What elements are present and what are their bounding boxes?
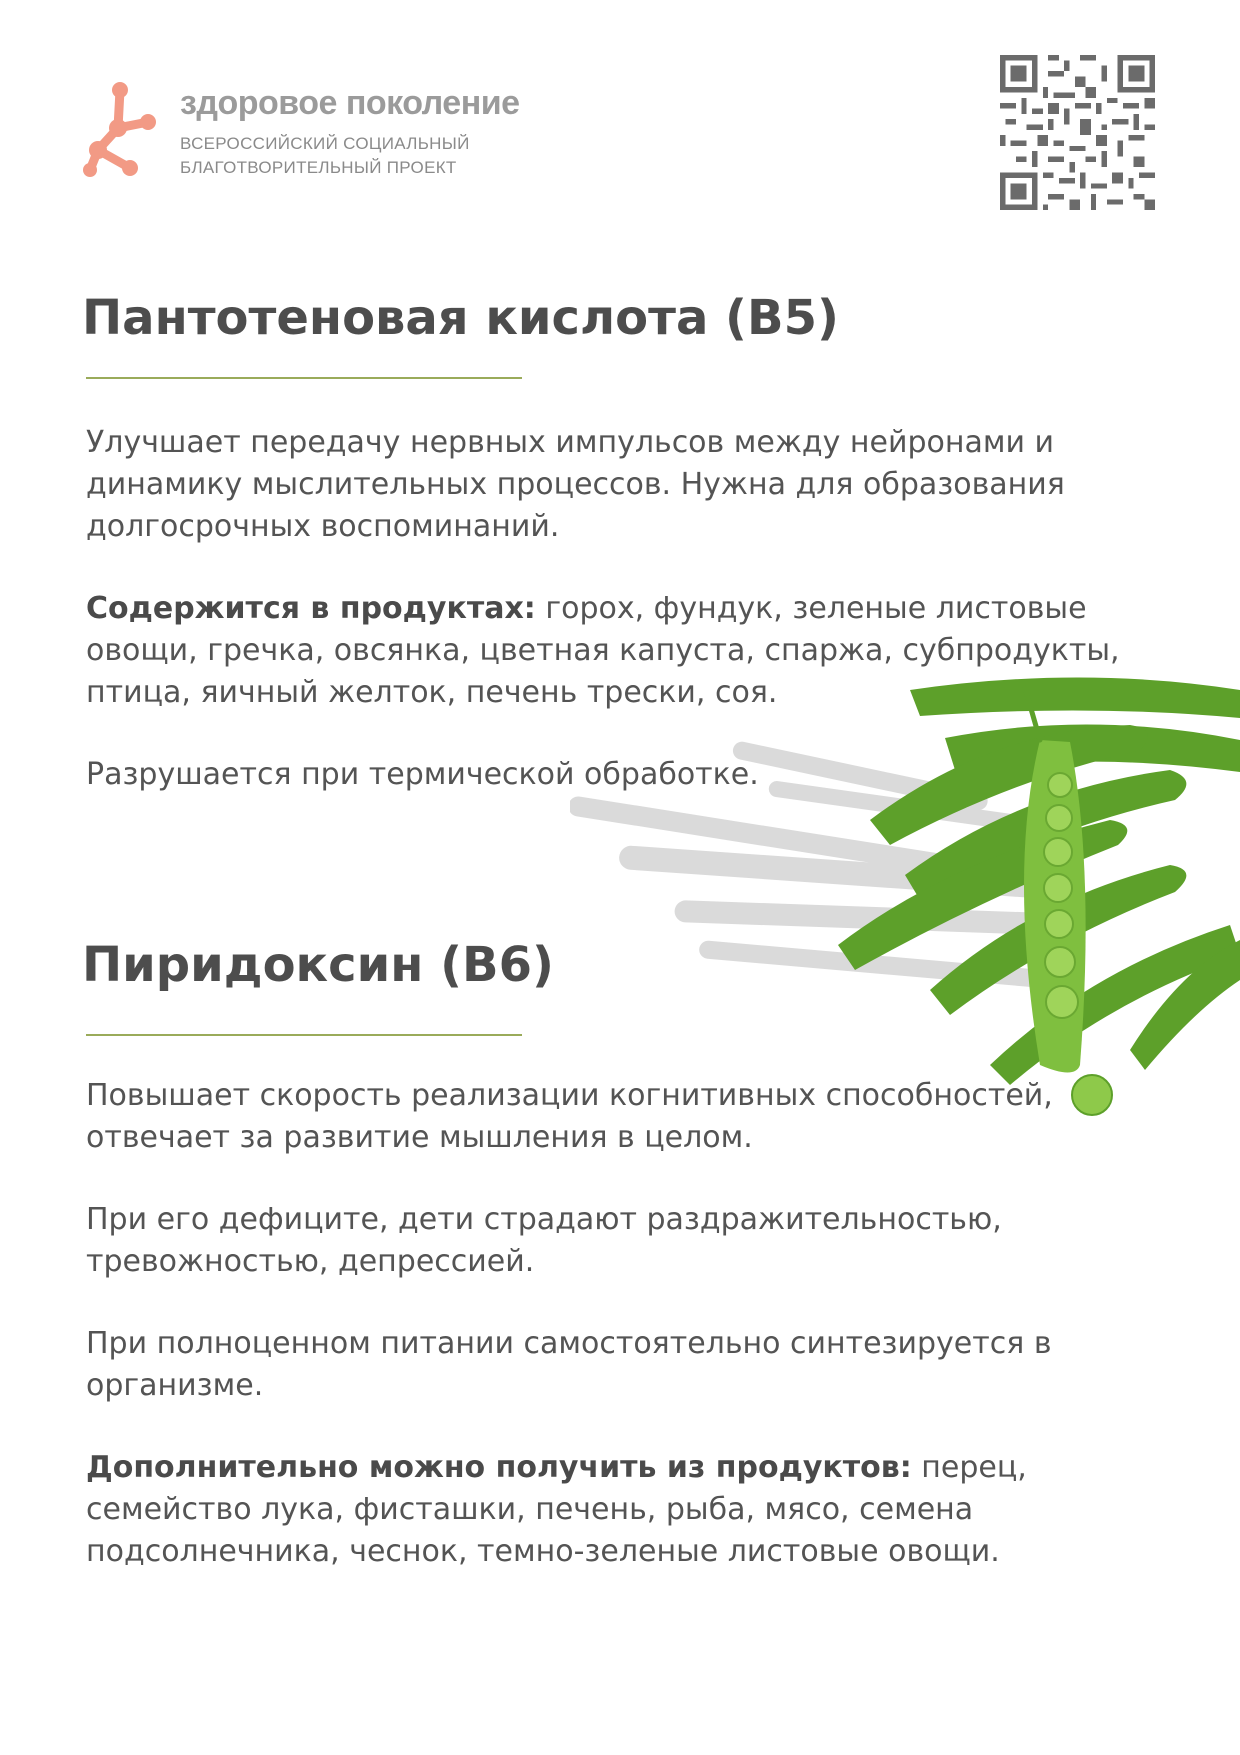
section-title-b5: Пантотеновая кислота (B5) [82, 290, 839, 346]
section-title-b6: Пиридоксин (B6) [82, 937, 554, 993]
tagline-line-2: БЛАГОТВОРИТЕЛЬНЫЙ ПРОЕКТ [180, 158, 457, 177]
org-name: здоровое поколение [180, 84, 520, 122]
paragraph-b6-description: Повышает скорость реализации когнитивных способностей, отвечает за развитие мышления в целом. [86, 1078, 1053, 1155]
paragraph-b6-deficiency: При его дефиците, дети страдают раздражительностью, тревожностью, депрессией. [86, 1202, 1002, 1279]
org-tagline [180, 132, 470, 180]
green-peas-image [570, 670, 1240, 1130]
tagline-line-1: ВСЕРОССИЙСКИЙ СОЦИАЛЬНЫЙ [180, 134, 470, 153]
paragraph-b5-note: Разрушается при термической обработке. [86, 757, 759, 792]
title-underline [86, 377, 522, 379]
molecule-logo-icon [80, 80, 160, 180]
qr-code-icon [1000, 55, 1155, 210]
paragraph-b5-description: Улучшает передачу нервных импульсов между нейронами и динамику мыслительных процессов. Нужна для образования долгосрочных воспоминаний. [86, 425, 1065, 544]
paragraph-b6-sources: Дополнительно можно получить из продуктов: перец, семейство лука, фисташки, печень, рыба, мясо, семена подсолнечника, чеснок, темно-зеленые листовые овощи. [86, 1450, 1027, 1569]
title-underline [86, 1034, 522, 1036]
paragraph-b6-synthesis: При полноценном питании самостоятельно синтезируется в организме. [86, 1326, 1052, 1403]
paragraph-b5-sources: Содержится в продуктах: горох, фундук, зеленые листовые овощи, гречка, овсянка, цветная капуста, спаржа, субпродукты, птица, яичный желток, печень трески, соя. [86, 591, 1120, 710]
brand-logo [80, 80, 520, 190]
